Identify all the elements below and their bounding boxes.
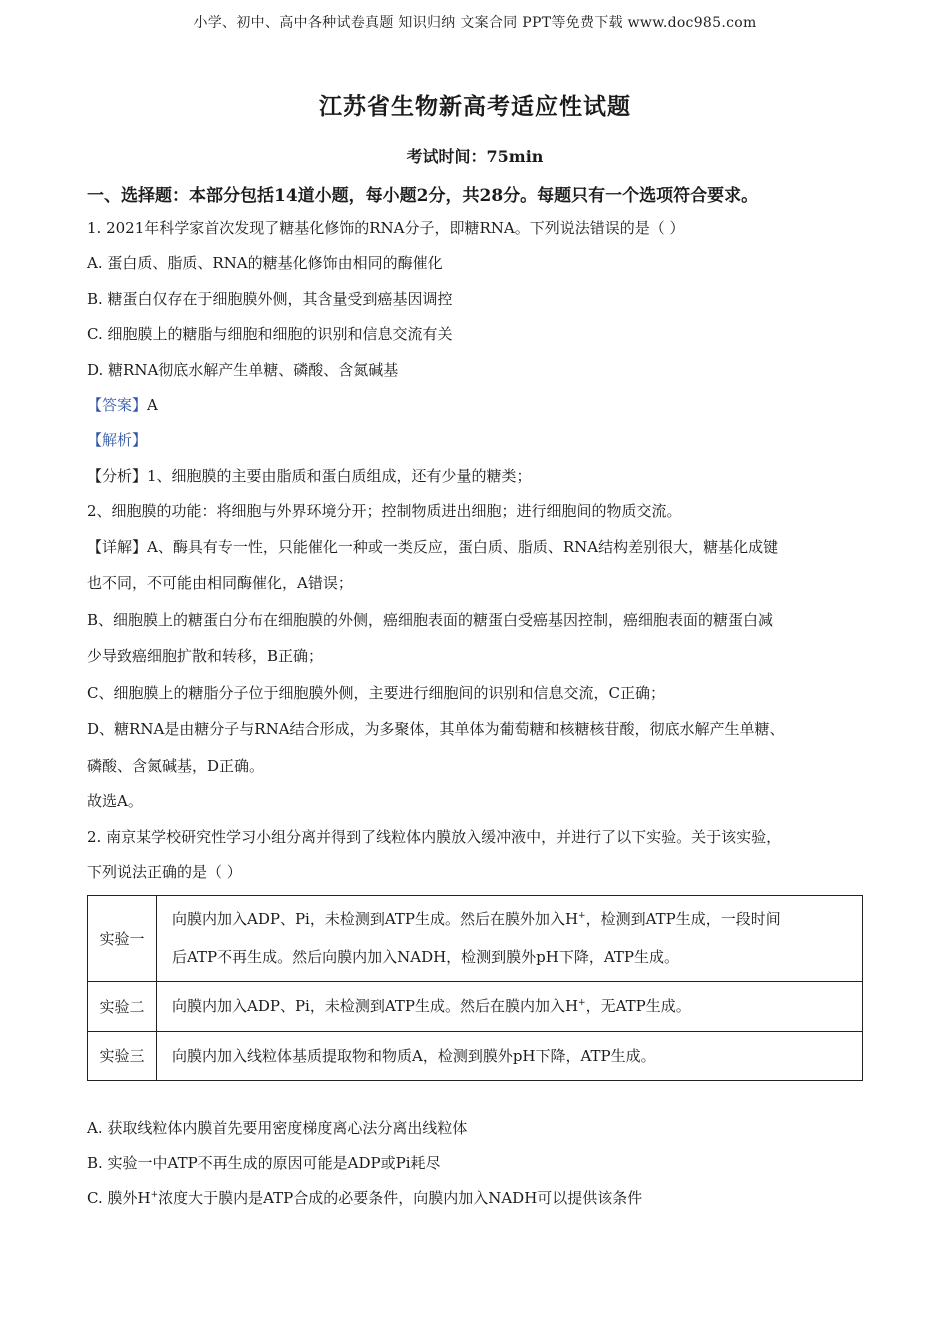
row-text	[157, 1031, 863, 1080]
analysis-line: D、糖RNA是由糖分子与RNA结合形成，为多聚体，其单体为葡萄糖和核糖核苷酸，彻底水解产生单糖、	[87, 720, 785, 739]
superscript: +	[578, 911, 586, 922]
question-2-stem-cont: 下列说法正确的是（ ）	[87, 863, 242, 882]
answer-tag: 【答案】	[87, 395, 148, 414]
option-text-part: C. 膜外H	[87, 1189, 151, 1208]
analysis-line: 也不同，不可能由相同酶催化，A错误；	[87, 574, 353, 593]
row-text-line	[172, 900, 852, 938]
answer-value: A	[147, 395, 158, 414]
row-text-part: ，无ATP生成。	[585, 997, 691, 1016]
section-heading: 一、选择题：本部分包括14道小题，每小题2分，共28分。每题只有一个选项符合要求。	[87, 186, 759, 206]
analysis-line: 2、细胞膜的功能：将细胞与外界环境分开；控制物质进出细胞；进行细胞间的物质交流。	[87, 502, 682, 521]
spacer	[87, 1081, 877, 1113]
row-text	[157, 895, 863, 981]
option-text-part: 浓度大于膜内是ATP合成的必要条件，向膜内加入NADH可以提供该条件	[158, 1189, 643, 1208]
table-row	[88, 981, 863, 1031]
experiment-table	[87, 895, 863, 1081]
question-2-stem: 2. 南京某学校研究性学习小组分离并得到了线粒体内膜放入缓冲液中，并进行了以下实验。关于该实验，	[87, 827, 782, 846]
exam-time: 考试时间：75min	[406, 147, 544, 166]
document-body	[87, 213, 877, 1219]
question-2-option-c	[87, 1183, 877, 1218]
row-text-line: 向膜内加入线粒体基质提取物和物质A，检测到膜外pH下降，ATP生成。	[172, 1046, 656, 1065]
row-text-line	[172, 987, 852, 1025]
site-banner: 小学、初中、高中各种试卷真题 知识归纳 文案合同 PPT等免费下载 www.doc985.com	[193, 15, 757, 31]
question-1-stem: 1. 2021年科学家首次发现了糖基化修饰的RNA分子，即糖RNA。下列说法错误的是（ ）	[87, 219, 685, 237]
question-1-answer	[87, 390, 877, 425]
table-row	[88, 895, 863, 981]
analysis-tag: 【解析】	[87, 431, 148, 450]
superscript: +	[578, 998, 586, 1009]
row-text-line: 后ATP不再生成。然后向膜内加入NADH，检测到膜外pH下降，ATP生成。	[172, 948, 679, 967]
question-2-option-b: B. 实验一中ATP不再生成的原因可能是ADP或Pi耗尽	[87, 1154, 441, 1173]
question-1-option-c: C. 细胞膜上的糖脂与细胞和细胞的识别和信息交流有关	[87, 325, 453, 344]
table-row	[88, 1031, 863, 1080]
row-label: 实验二	[88, 981, 157, 1031]
row-text	[157, 981, 863, 1031]
analysis-line: 【详解】A、酶具有专一性，只能催化一种或一类反应，蛋白质、脂质、RNA结构差别很大，糖基化成键	[87, 537, 779, 556]
page-title: 江苏省生物新高考适应性试题	[319, 93, 631, 120]
analysis-line: 少导致癌细胞扩散和转移，B正确；	[87, 647, 324, 666]
question-1-option-d: D. 糖RNA彻底水解产生单糖、磷酸、含氮碱基	[87, 360, 399, 379]
analysis-line: C、细胞膜上的糖脂分子位于细胞膜外侧，主要进行细胞间的识别和信息交流，C正确；	[87, 683, 665, 702]
question-2-option-a: A. 获取线粒体内膜首先要用密度梯度离心法分离出线粒体	[87, 1118, 468, 1137]
row-text-part: 向膜内加入ADP、Pi，未检测到ATP生成。然后在膜外加入H	[172, 910, 579, 929]
analysis-line: 【分析】1、细胞膜的主要由脂质和蛋白质组成，还有少量的糖类；	[87, 466, 532, 485]
analysis-line: B、细胞膜上的糖蛋白分布在细胞膜的外侧，癌细胞表面的糖蛋白受癌基因控制，癌细胞表面的糖蛋白减	[87, 610, 774, 629]
row-label: 实验三	[88, 1031, 157, 1080]
analysis-line: 故选A。	[87, 792, 143, 811]
question-1-option-a: A. 蛋白质、脂质、RNA的糖基化修饰由相同的酶催化	[87, 254, 443, 273]
analysis-line: 磷酸、含氮碱基，D正确。	[87, 757, 265, 776]
row-label: 实验一	[88, 895, 157, 981]
question-1-analysis-tag	[87, 425, 877, 460]
question-1-option-b: B. 糖蛋白仅存在于细胞膜外侧，其含量受到癌基因调控	[87, 289, 453, 308]
row-text-part: ，检测到ATP生成，一段时间	[585, 910, 781, 929]
superscript: +	[150, 1190, 159, 1201]
row-text-part: 向膜内加入ADP、Pi，未检测到ATP生成。然后在膜内加入H	[172, 997, 579, 1016]
experiment-table-wrap	[87, 895, 877, 1081]
